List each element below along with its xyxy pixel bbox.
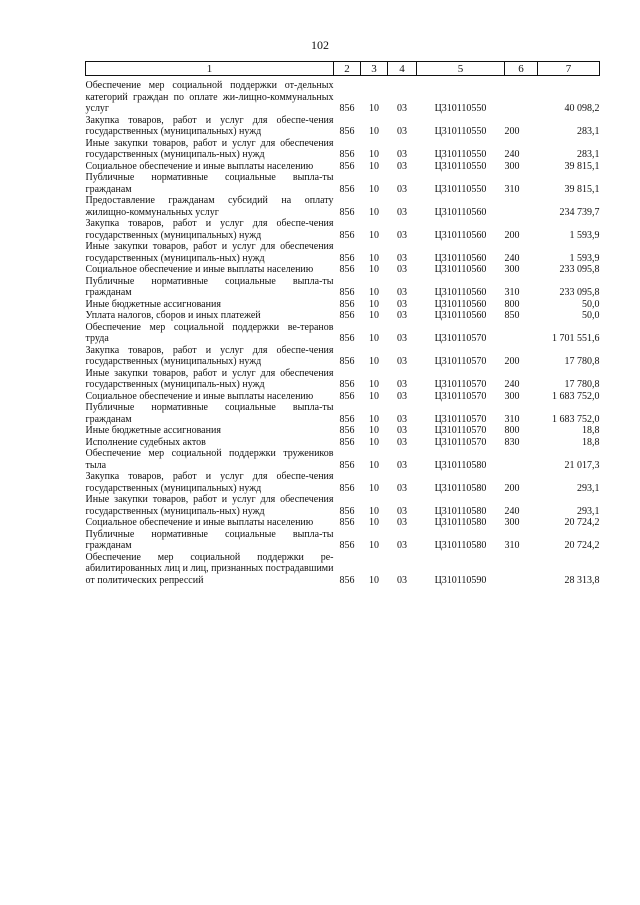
row-amount: 39 815,1 bbox=[564, 160, 600, 172]
row-code-2: 856 bbox=[339, 413, 355, 425]
table-row bbox=[86, 368, 600, 391]
row-code-3: 10 bbox=[369, 160, 379, 172]
row-amount: 1 683 752,0 bbox=[552, 390, 600, 402]
header-col-1: 1 bbox=[86, 62, 334, 76]
table-header bbox=[86, 62, 600, 76]
row-code-3: 10 bbox=[369, 413, 379, 425]
row-code-5: Ц310110570 bbox=[434, 356, 487, 367]
row-name: Закупка товаров, работ и услуг для обеспе-чения государственных (муниципальных) нужд bbox=[85, 218, 334, 241]
row-code-6: 310 bbox=[504, 287, 520, 298]
row-name: Иные закупки товаров, работ и услуг для обеспечения государственных (муниципаль-ных) нужд bbox=[85, 241, 334, 264]
table-row bbox=[86, 437, 600, 449]
header-col-7: 7 bbox=[538, 62, 600, 76]
row-amount: 17 780,8 bbox=[564, 356, 600, 367]
row-code-5: Ц310110560 bbox=[434, 287, 487, 298]
row-code-6: 830 bbox=[504, 436, 520, 448]
row-amount: 39 815,1 bbox=[564, 183, 600, 195]
row-code-2: 856 bbox=[339, 574, 355, 586]
row-amount: 18,8 bbox=[582, 425, 600, 436]
row-name: Обеспечение мер социальной поддержки от-дельных категорий граждан по оплате жи-лищно-коммунальных услуг bbox=[85, 80, 334, 114]
row-code-2: 856 bbox=[339, 436, 355, 448]
row-code-6: 300 bbox=[504, 160, 520, 172]
row-name: Иные бюджетные ассигнования bbox=[85, 298, 221, 310]
row-code-3: 10 bbox=[369, 298, 379, 310]
row-amount: 40 098,2 bbox=[564, 103, 600, 114]
row-name: Социальное обеспечение и иные выплаты населению bbox=[85, 390, 314, 402]
row-code-5: Ц310110580 bbox=[434, 482, 487, 494]
row-code-4: 03 bbox=[397, 126, 407, 137]
row-code-4: 03 bbox=[397, 264, 407, 275]
row-code-5: Ц310110580 bbox=[434, 540, 487, 551]
table-row bbox=[86, 322, 600, 345]
row-code-5: Ц310110570 bbox=[434, 425, 487, 436]
row-code-2: 856 bbox=[339, 333, 355, 344]
table-row bbox=[86, 138, 600, 161]
row-code-5: Ц310110550 bbox=[434, 149, 487, 160]
row-code-4: 03 bbox=[397, 183, 407, 195]
row-code-4: 03 bbox=[397, 379, 407, 390]
row-code-6: 200 bbox=[504, 482, 520, 494]
row-code-4: 03 bbox=[397, 505, 407, 517]
row-code-3: 10 bbox=[369, 229, 379, 241]
table-row bbox=[86, 345, 600, 368]
table-body bbox=[86, 76, 600, 587]
row-code-5: Ц310110560 bbox=[434, 206, 487, 218]
row-code-2: 856 bbox=[339, 310, 355, 321]
row-code-2: 856 bbox=[339, 356, 355, 367]
row-code-6 bbox=[505, 80, 538, 115]
row-code-6: 310 bbox=[504, 183, 520, 195]
row-name: Социальное обеспечение и иные выплаты населению bbox=[85, 264, 314, 275]
table-row bbox=[86, 299, 600, 311]
row-name: Обеспечение мер социальной поддержки ве-теранов труда bbox=[85, 321, 334, 344]
row-code-5: Ц310110550 bbox=[434, 160, 487, 172]
row-code-3: 10 bbox=[369, 264, 379, 275]
row-code-5: Ц310110570 bbox=[434, 379, 487, 390]
row-code-3: 10 bbox=[369, 574, 379, 586]
row-code-3: 10 bbox=[369, 126, 379, 137]
row-amount: 20 724,2 bbox=[564, 517, 600, 528]
row-code-3: 10 bbox=[369, 425, 379, 436]
row-code-3: 10 bbox=[369, 206, 379, 218]
row-amount: 17 780,8 bbox=[564, 379, 600, 390]
row-code-5: Ц310110570 bbox=[434, 390, 487, 402]
row-code-5: Ц310110560 bbox=[434, 298, 487, 310]
budget-table bbox=[85, 61, 600, 586]
row-amount: 21 017,3 bbox=[564, 459, 600, 471]
page-number: 102 bbox=[311, 38, 329, 52]
table-row bbox=[86, 218, 600, 241]
table-row bbox=[86, 425, 600, 437]
row-code-2: 856 bbox=[339, 425, 355, 436]
header-col-4: 4 bbox=[388, 62, 417, 76]
row-code-4: 03 bbox=[397, 298, 407, 310]
row-code-5: Ц310110560 bbox=[434, 229, 487, 241]
row-code-2: 856 bbox=[339, 160, 355, 172]
row-code-6: 240 bbox=[504, 379, 520, 390]
row-name: Публичные нормативные социальные выпла-ты гражданам bbox=[85, 275, 334, 298]
row-code-5: Ц310110560 bbox=[434, 252, 487, 264]
row-name: Публичные нормативные социальные выпла-ты гражданам bbox=[85, 528, 334, 551]
row-code-3: 10 bbox=[369, 379, 379, 390]
row-code-2: 856 bbox=[339, 206, 355, 218]
row-code-2: 856 bbox=[339, 287, 355, 298]
row-code-4: 03 bbox=[397, 229, 407, 241]
row-code-6: 240 bbox=[504, 149, 520, 160]
row-code-4: 03 bbox=[397, 206, 407, 218]
row-name: Иные закупки товаров, работ и услуг для обеспечения государственных (муниципаль-ных) нужд bbox=[85, 494, 334, 517]
table-row bbox=[86, 276, 600, 299]
row-code-2: 856 bbox=[339, 183, 355, 195]
row-amount: 20 724,2 bbox=[564, 540, 600, 551]
row-code-6: 300 bbox=[504, 517, 520, 528]
row-code-6 bbox=[505, 552, 538, 587]
row-code-6: 200 bbox=[504, 126, 520, 137]
row-code-3: 10 bbox=[369, 287, 379, 298]
row-name: Публичные нормативные социальные выпла-ты гражданам bbox=[85, 172, 334, 195]
row-code-6: 310 bbox=[504, 413, 520, 425]
header-col-2: 2 bbox=[334, 62, 361, 76]
row-code-2: 856 bbox=[339, 149, 355, 160]
row-code-6: 850 bbox=[504, 310, 520, 321]
row-code-3: 10 bbox=[369, 183, 379, 195]
row-name: Исполнение судебных актов bbox=[85, 436, 206, 448]
row-name: Закупка товаров, работ и услуг для обеспе-чения государственных (муниципальных) нужд bbox=[85, 471, 334, 494]
row-amount: 1 683 752,0 bbox=[552, 413, 600, 425]
row-code-4: 03 bbox=[397, 356, 407, 367]
table-row bbox=[86, 448, 600, 471]
row-code-4: 03 bbox=[397, 413, 407, 425]
row-code-3: 10 bbox=[369, 356, 379, 367]
row-code-4: 03 bbox=[397, 160, 407, 172]
row-code-6 bbox=[505, 322, 538, 345]
row-code-2: 856 bbox=[339, 505, 355, 517]
row-amount: 233 095,8 bbox=[559, 264, 600, 275]
row-code-3: 10 bbox=[369, 482, 379, 494]
row-code-6: 240 bbox=[504, 505, 520, 517]
row-code-5: Ц310110570 bbox=[434, 413, 487, 425]
row-name: Обеспечение мер социальной поддержки ре-абилитированных лиц и лиц, признанных пострадавшими от политических репрессий bbox=[85, 551, 334, 586]
row-code-2: 856 bbox=[339, 482, 355, 494]
row-code-2: 856 bbox=[339, 126, 355, 137]
row-code-2: 856 bbox=[339, 517, 355, 528]
row-code-4: 03 bbox=[397, 310, 407, 321]
table-row bbox=[86, 115, 600, 138]
table-row bbox=[86, 552, 600, 587]
header-col-6: 6 bbox=[505, 62, 538, 76]
row-code-2: 856 bbox=[339, 252, 355, 264]
row-code-5: Ц310110550 bbox=[434, 103, 487, 114]
row-code-3: 10 bbox=[369, 540, 379, 551]
row-code-6: 800 bbox=[504, 425, 520, 436]
row-code-4: 03 bbox=[397, 333, 407, 344]
row-amount: 50,0 bbox=[582, 298, 600, 310]
row-code-3: 10 bbox=[369, 517, 379, 528]
table-row bbox=[86, 494, 600, 517]
row-code-6: 310 bbox=[504, 540, 520, 551]
row-code-6: 300 bbox=[504, 264, 520, 275]
row-code-4: 03 bbox=[397, 540, 407, 551]
table-row bbox=[86, 402, 600, 425]
row-code-2: 856 bbox=[339, 390, 355, 402]
row-name: Уплата налогов, сборов и иных платежей bbox=[85, 310, 261, 321]
row-code-4: 03 bbox=[397, 436, 407, 448]
row-name: Закупка товаров, работ и услуг для обеспе-чения государственных (муниципальных) нужд bbox=[85, 114, 334, 137]
row-code-3: 10 bbox=[369, 310, 379, 321]
table-row bbox=[86, 529, 600, 552]
table-row bbox=[86, 517, 600, 529]
row-name: Иные бюджетные ассигнования bbox=[85, 425, 221, 436]
table-row bbox=[86, 310, 600, 322]
row-code-3: 10 bbox=[369, 505, 379, 517]
row-amount: 293,1 bbox=[577, 505, 600, 517]
row-amount: 1 593,9 bbox=[569, 229, 600, 241]
header-col-5: 5 bbox=[417, 62, 505, 76]
row-code-6: 200 bbox=[504, 229, 520, 241]
row-code-5: Ц310110560 bbox=[434, 310, 487, 321]
row-code-3: 10 bbox=[369, 333, 379, 344]
row-amount: 283,1 bbox=[577, 126, 600, 137]
row-name: Иные закупки товаров, работ и услуг для обеспечения государственных (муниципаль-ных) нужд bbox=[85, 367, 334, 390]
row-code-5: Ц310110550 bbox=[434, 126, 487, 137]
row-code-2: 856 bbox=[339, 229, 355, 241]
row-code-5: Ц310110570 bbox=[434, 333, 487, 344]
row-amount: 234 739,7 bbox=[559, 206, 600, 218]
row-code-4: 03 bbox=[397, 517, 407, 528]
row-code-5: Ц310110590 bbox=[434, 574, 487, 586]
row-name: Предоставление гражданам субсидий на оплату жилищно-коммунальных услуг bbox=[85, 195, 334, 218]
row-code-5: Ц310110580 bbox=[434, 505, 487, 517]
row-amount: 283,1 bbox=[577, 149, 600, 160]
table-row bbox=[86, 80, 600, 115]
row-amount: 28 313,8 bbox=[564, 574, 600, 586]
row-code-2: 856 bbox=[339, 103, 355, 114]
row-code-3: 10 bbox=[369, 459, 379, 471]
row-amount: 233 095,8 bbox=[559, 287, 600, 298]
row-code-6: 200 bbox=[504, 356, 520, 367]
row-code-3: 10 bbox=[369, 252, 379, 264]
row-code-5: Ц310110570 bbox=[434, 436, 487, 448]
table-row bbox=[86, 391, 600, 403]
header-col-3: 3 bbox=[361, 62, 388, 76]
row-code-6: 800 bbox=[504, 298, 520, 310]
table-row bbox=[86, 471, 600, 494]
row-amount: 18,8 bbox=[582, 436, 600, 448]
table-row bbox=[86, 264, 600, 276]
table-row bbox=[86, 172, 600, 195]
table-row bbox=[86, 241, 600, 264]
row-code-5: Ц310110580 bbox=[434, 517, 487, 528]
row-name: Публичные нормативные социальные выпла-ты гражданам bbox=[85, 402, 334, 425]
row-code-2: 856 bbox=[339, 298, 355, 310]
row-code-4: 03 bbox=[397, 574, 407, 586]
row-code-4: 03 bbox=[397, 459, 407, 471]
row-code-3: 10 bbox=[369, 390, 379, 402]
row-code-3: 10 bbox=[369, 436, 379, 448]
row-amount: 1 701 551,6 bbox=[552, 333, 600, 344]
row-code-4: 03 bbox=[397, 425, 407, 436]
row-code-6 bbox=[505, 448, 538, 471]
table-row bbox=[86, 195, 600, 218]
row-code-4: 03 bbox=[397, 103, 407, 114]
row-code-2: 856 bbox=[339, 459, 355, 471]
row-code-6: 300 bbox=[504, 390, 520, 402]
row-code-4: 03 bbox=[397, 482, 407, 494]
table-row bbox=[86, 161, 600, 173]
row-code-2: 856 bbox=[339, 264, 355, 275]
row-amount: 293,1 bbox=[577, 482, 600, 494]
row-code-6 bbox=[505, 195, 538, 218]
row-code-5: Ц310110550 bbox=[434, 183, 487, 195]
row-code-5: Ц310110580 bbox=[434, 459, 487, 471]
row-code-4: 03 bbox=[397, 149, 407, 160]
row-name: Иные закупки товаров, работ и услуг для обеспечения государственных (муниципаль-ных) нужд bbox=[85, 137, 334, 160]
row-code-3: 10 bbox=[369, 149, 379, 160]
row-code-2: 856 bbox=[339, 379, 355, 390]
row-name: Социальное обеспечение и иные выплаты населению bbox=[85, 160, 314, 172]
row-code-2: 856 bbox=[339, 540, 355, 551]
row-amount: 1 593,9 bbox=[569, 252, 600, 264]
row-name: Закупка товаров, работ и услуг для обеспе-чения государственных (муниципальных) нужд bbox=[85, 344, 334, 367]
row-code-3: 10 bbox=[369, 103, 379, 114]
row-code-4: 03 bbox=[397, 287, 407, 298]
row-code-5: Ц310110560 bbox=[434, 264, 487, 275]
row-name: Социальное обеспечение и иные выплаты населению bbox=[85, 517, 314, 528]
row-name: Обеспечение мер социальной поддержки тружеников тыла bbox=[85, 448, 334, 471]
row-code-6: 240 bbox=[504, 252, 520, 264]
row-code-4: 03 bbox=[397, 390, 407, 402]
row-code-4: 03 bbox=[397, 252, 407, 264]
row-amount: 50,0 bbox=[582, 310, 600, 321]
